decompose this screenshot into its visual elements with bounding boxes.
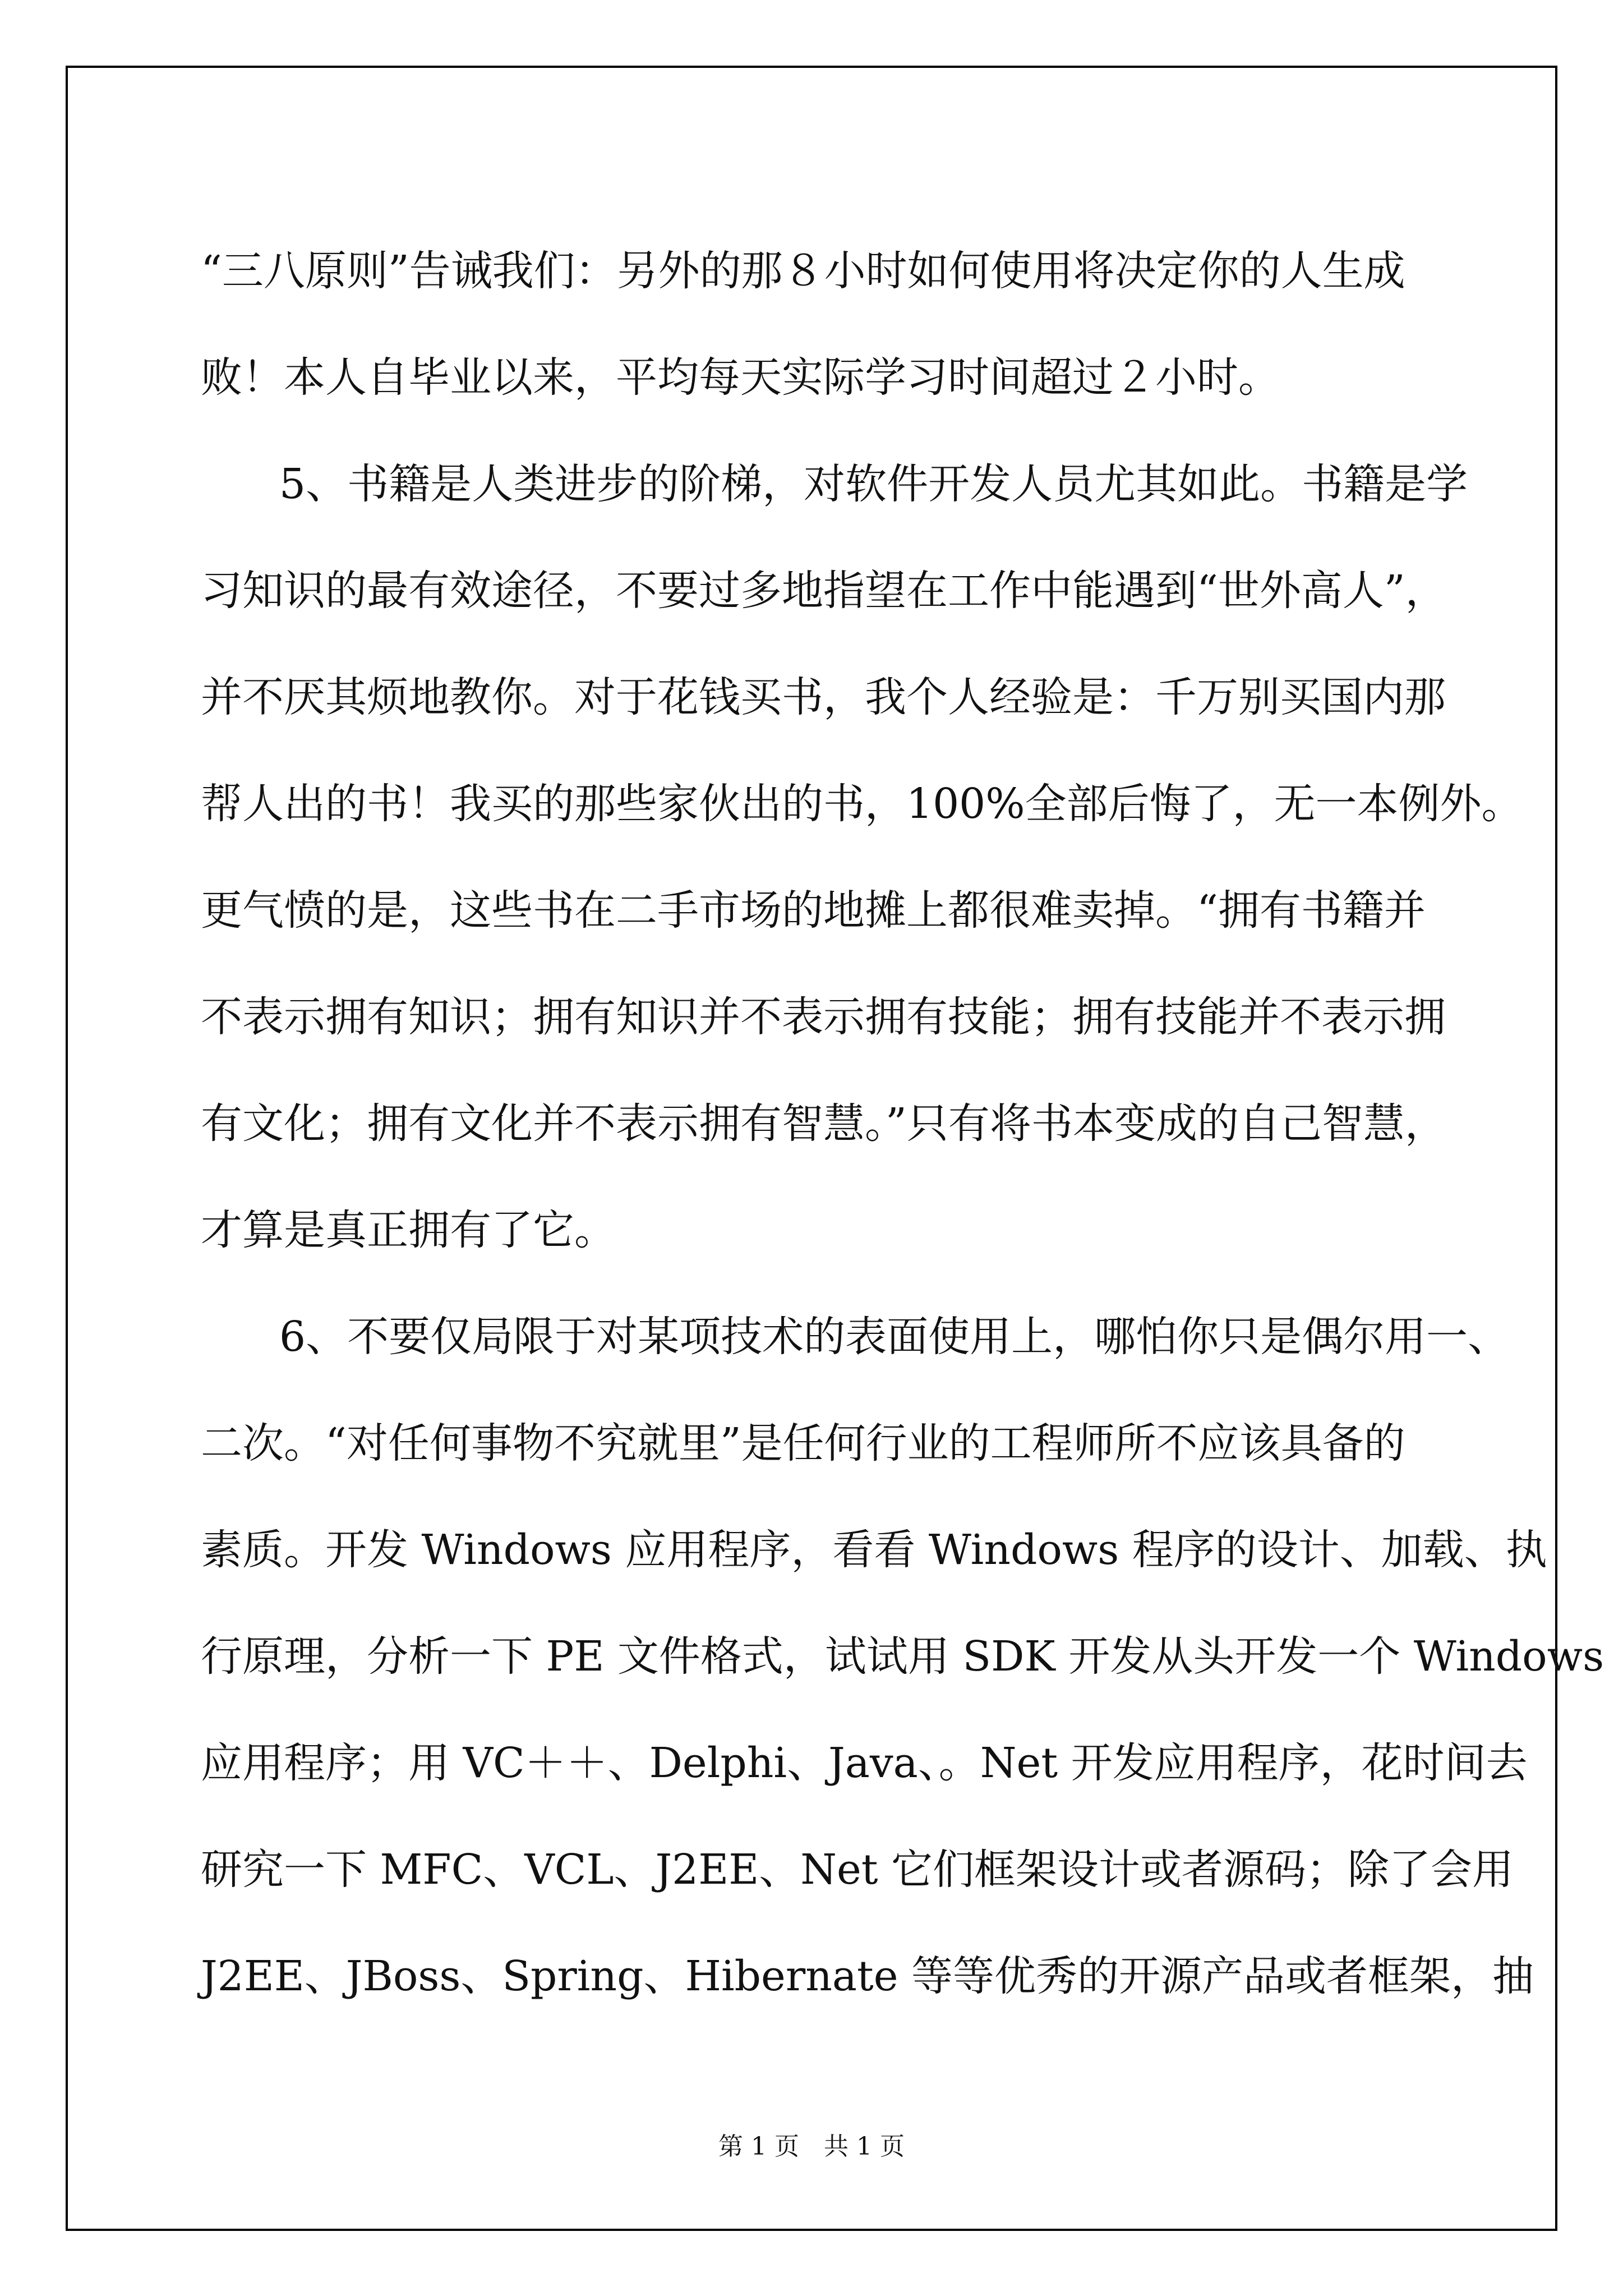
page-number-label: 第 1 页 共 1 页: [718, 2132, 905, 2161]
text-line: “三八原则”告诫我们：另外的那８小时如何使用将决定你的人生成: [201, 247, 1405, 295]
document-body: [201, 218, 1604, 2030]
text-line: 行原理，分析一下 PE 文件格式，试试用 SDK 开发从头开发一个 Windows: [201, 1632, 1604, 1681]
text-line: 习知识的最有效途径，不要过多地指望在工作中能遇到“世外高人”，: [201, 567, 1447, 615]
text-line: 有文化；拥有文化并不表示拥有智慧。”只有将书本变成的自己智慧，: [201, 1099, 1446, 1148]
text-line: 败！本人自毕业以来，平均每天实际学习时间超过２小时。: [201, 353, 1280, 402]
page-footer: [0, 2126, 1623, 2162]
text-line: J2EE、JBoss、Spring、Hibernate 等等优秀的开源产品或者框架，抽: [201, 1952, 1534, 2000]
text-line: 二次。“对任何事物不究就里”是任何行业的工程师所不应该具备的: [201, 1419, 1405, 1467]
text-line: 不表示拥有知识；拥有知识并不表示拥有技能；拥有技能并不表示拥: [201, 993, 1446, 1041]
text-line: 更气愤的是，这些书在二手市场的地摊上都很难卖掉。“拥有书籍并: [201, 886, 1426, 935]
paragraph-first-line: 5、书籍是人类进步的阶梯，对软件开发人员尤其如此。书籍是学: [279, 460, 1468, 508]
paragraph-first-line: 6、不要仅局限于对某项技术的表面使用上，哪怕你只是偶尔用一、: [279, 1313, 1510, 1361]
text-line: 帮人出的书！我买的那些家伙出的书，100%全部后悔了，无一本例外。: [201, 780, 1523, 828]
text-line: 素质。开发 Windows 应用程序，看看 Windows 程序的设计、加载、执: [201, 1526, 1547, 1574]
text-line: 才算是真正拥有了它。: [201, 1206, 616, 1254]
text-line: 并不厌其烦地教你。对于花钱买书，我个人经验是：千万别买国内那: [201, 673, 1446, 721]
text-line: 研究一下 MFC、VCL、J2EE、Net 它们框架设计或者源码；除了会用: [201, 1846, 1514, 1894]
text-line: 应用程序；用 VC＋＋、Delphi、Java、。Net 开发应用程序，花时间去: [201, 1739, 1528, 1787]
